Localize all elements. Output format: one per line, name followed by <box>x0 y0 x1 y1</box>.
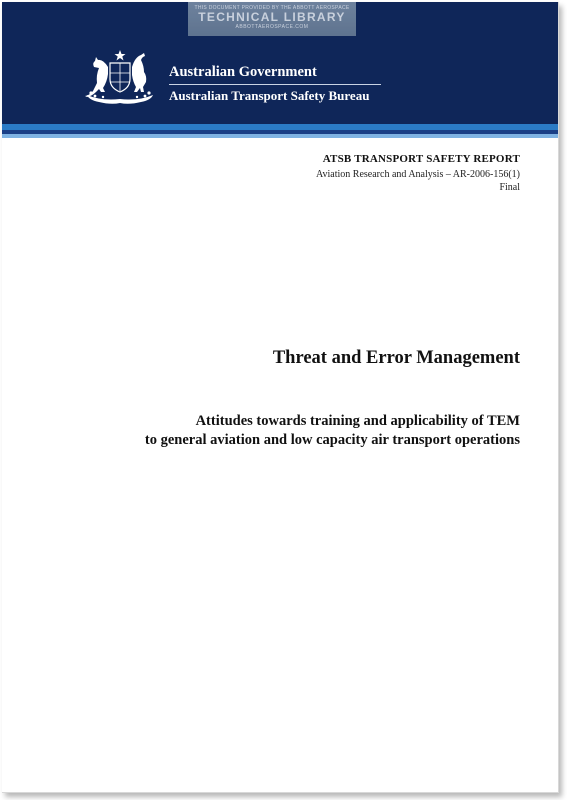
document-subtitle <box>145 412 520 450</box>
government-name: Australian Government <box>169 64 317 80</box>
header-divider <box>169 84 381 85</box>
commonwealth-coat-of-arms-icon <box>81 49 159 105</box>
technical-library-watermark <box>188 2 356 36</box>
watermark-top-text: THIS DOCUMENT PROVIDED BY THE ABBOTT AEROSPACE <box>194 5 350 11</box>
watermark-main-text: TECHNICAL LIBRARY <box>198 10 346 24</box>
report-number: Aviation Research and Analysis – AR-2006-156(1) <box>316 169 520 180</box>
subtitle-line-1: Attitudes towards training and applicability of TEM <box>195 413 520 429</box>
report-type: ATSB TRANSPORT SAFETY REPORT <box>322 153 520 165</box>
agency-name: Australian Transport Safety Bureau <box>169 88 370 103</box>
document-title: Threat and Error Management <box>272 348 520 368</box>
report-status: Final <box>499 182 520 193</box>
report-cover-page <box>2 2 559 793</box>
watermark-bottom-text: ABBOTTAEROSPACE.COM <box>235 24 309 30</box>
subtitle-line-2: to general aviation and low capacity air transport operations <box>144 432 520 448</box>
header-stripe-pale <box>2 134 558 138</box>
